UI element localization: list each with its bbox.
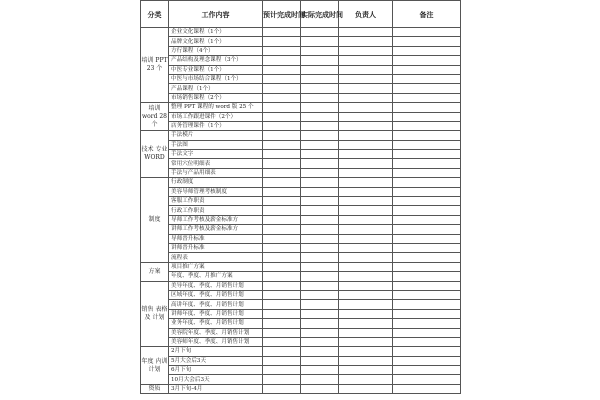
table-row <box>141 178 461 187</box>
planned-time-cell <box>263 347 301 356</box>
task-cell: 高讲年度、季度、月销售计划 <box>169 300 263 309</box>
owner-cell <box>339 206 393 215</box>
table-row <box>141 337 461 346</box>
actual-time-cell <box>301 121 339 130</box>
document-page <box>140 0 460 400</box>
task-cell: 手法模片 <box>169 131 263 140</box>
task-cell: 流程表 <box>169 253 263 262</box>
category-cell: 年度 内训 计划 <box>141 347 169 385</box>
table-row <box>141 253 461 262</box>
planned-time-cell <box>263 197 301 206</box>
notes-cell <box>393 168 461 177</box>
notes-cell <box>393 309 461 318</box>
notes-cell <box>393 356 461 365</box>
planned-time-cell <box>263 300 301 309</box>
planned-time-cell <box>263 93 301 102</box>
actual-time-cell <box>301 28 339 37</box>
owner-cell <box>339 187 393 196</box>
owner-cell <box>339 93 393 102</box>
task-cell: 市场销售课程（2个） <box>169 93 263 102</box>
actual-time-cell <box>301 74 339 83</box>
task-cell: 店务管理课件（1个） <box>169 121 263 130</box>
notes-cell <box>393 84 461 93</box>
owner-cell <box>339 84 393 93</box>
actual-time-cell <box>301 112 339 121</box>
task-cell: 项目推广方案 <box>169 262 263 271</box>
notes-cell <box>393 225 461 234</box>
owner-cell <box>339 131 393 140</box>
table-row <box>141 243 461 252</box>
planned-time-cell <box>263 74 301 83</box>
planned-time-cell <box>263 112 301 121</box>
category-cell: 技术 专业 WORD <box>141 131 169 178</box>
table-row <box>141 103 461 112</box>
notes-cell <box>393 159 461 168</box>
planned-time-cell <box>263 56 301 65</box>
planned-time-cell <box>263 159 301 168</box>
notes-cell <box>393 262 461 271</box>
owner-cell <box>339 309 393 318</box>
task-cell: 方行课程（4个） <box>169 46 263 55</box>
owner-cell <box>339 253 393 262</box>
notes-cell <box>393 300 461 309</box>
table-row <box>141 309 461 318</box>
planned-time-cell <box>263 243 301 252</box>
actual-time-cell <box>301 281 339 290</box>
actual-time-cell <box>301 197 339 206</box>
category-cell: 制度 <box>141 178 169 263</box>
notes-cell <box>393 131 461 140</box>
owner-cell <box>339 74 393 83</box>
task-cell: 区域年度、季度、月销售计划 <box>169 290 263 299</box>
table-row <box>141 112 461 121</box>
task-cell: 讲师年度、季度、月销售计划 <box>169 309 263 318</box>
actual-time-cell <box>301 56 339 65</box>
planned-time-cell <box>263 375 301 384</box>
notes-cell <box>393 46 461 55</box>
table-row <box>141 281 461 290</box>
table-row <box>141 131 461 140</box>
task-cell: 导师晋升标准 <box>169 234 263 243</box>
owner-cell <box>339 197 393 206</box>
table-row <box>141 366 461 375</box>
actual-time-cell <box>301 243 339 252</box>
planned-time-cell <box>263 309 301 318</box>
task-cell: 市场工作跟进课件（2个） <box>169 112 263 121</box>
table-row <box>141 234 461 243</box>
actual-time-cell <box>301 337 339 346</box>
notes-cell <box>393 243 461 252</box>
planned-time-cell <box>263 319 301 328</box>
category-cell: 方案 <box>141 262 169 281</box>
owner-cell <box>339 281 393 290</box>
owner-cell <box>339 319 393 328</box>
task-cell: 美导年度、季度、月销售计划 <box>169 281 263 290</box>
notes-cell <box>393 319 461 328</box>
owner-cell <box>339 356 393 365</box>
owner-cell <box>339 328 393 337</box>
notes-cell <box>393 272 461 281</box>
table-row <box>141 300 461 309</box>
actual-time-cell <box>301 187 339 196</box>
actual-time-cell <box>301 290 339 299</box>
task-cell: 讲师工作考核及薪金标准方 <box>169 225 263 234</box>
notes-cell <box>393 140 461 149</box>
actual-time-cell <box>301 103 339 112</box>
header-content: 工作内容 <box>169 1 263 28</box>
planned-time-cell <box>263 37 301 46</box>
task-cell: 手法与产品用细表 <box>169 168 263 177</box>
actual-time-cell <box>301 309 339 318</box>
planned-time-cell <box>263 131 301 140</box>
owner-cell <box>339 225 393 234</box>
notes-cell <box>393 178 461 187</box>
owner-cell <box>339 150 393 159</box>
planned-time-cell <box>263 103 301 112</box>
planned-time-cell <box>263 140 301 149</box>
planned-time-cell <box>263 384 301 393</box>
planned-time-cell <box>263 206 301 215</box>
planned-time-cell <box>263 366 301 375</box>
notes-cell <box>393 65 461 74</box>
planned-time-cell <box>263 121 301 130</box>
actual-time-cell <box>301 253 339 262</box>
notes-cell <box>393 347 461 356</box>
owner-cell <box>339 65 393 74</box>
table-row <box>141 197 461 206</box>
table-row <box>141 28 461 37</box>
owner-cell <box>339 290 393 299</box>
task-cell: 10月大会后3天 <box>169 375 263 384</box>
table-row <box>141 84 461 93</box>
table-row <box>141 65 461 74</box>
task-cell: 2月下旬 <box>169 347 263 356</box>
actual-time-cell <box>301 84 339 93</box>
task-cell: 常用穴位明细表 <box>169 159 263 168</box>
notes-cell <box>393 366 461 375</box>
header-row <box>141 1 461 28</box>
notes-cell <box>393 197 461 206</box>
header-actual-time: 实际完成时间 <box>301 1 339 28</box>
notes-cell <box>393 281 461 290</box>
table-row <box>141 262 461 271</box>
table-row <box>141 384 461 393</box>
planned-time-cell <box>263 28 301 37</box>
notes-cell <box>393 328 461 337</box>
table-row <box>141 140 461 149</box>
planned-time-cell <box>263 337 301 346</box>
task-cell: 美容院年度、季度、月销售计划 <box>169 328 263 337</box>
actual-time-cell <box>301 93 339 102</box>
planned-time-cell <box>263 150 301 159</box>
notes-cell <box>393 93 461 102</box>
notes-cell <box>393 375 461 384</box>
table-row <box>141 187 461 196</box>
actual-time-cell <box>301 300 339 309</box>
notes-cell <box>393 206 461 215</box>
table-row <box>141 319 461 328</box>
notes-cell <box>393 112 461 121</box>
header-owner: 负责人 <box>339 1 393 28</box>
planned-time-cell <box>263 65 301 74</box>
owner-cell <box>339 112 393 121</box>
actual-time-cell <box>301 375 339 384</box>
owner-cell <box>339 337 393 346</box>
header-notes: 备注 <box>393 1 461 28</box>
task-cell: 客服工作职责 <box>169 197 263 206</box>
actual-time-cell <box>301 225 339 234</box>
owner-cell <box>339 366 393 375</box>
table-row <box>141 206 461 215</box>
notes-cell <box>393 253 461 262</box>
owner-cell <box>339 178 393 187</box>
work-plan-table <box>140 0 461 394</box>
notes-cell <box>393 234 461 243</box>
actual-time-cell <box>301 37 339 46</box>
task-cell: 美容师年度、季度、月销售计划 <box>169 337 263 346</box>
task-cell: 品牌文化课程（1个） <box>169 37 263 46</box>
actual-time-cell <box>301 347 339 356</box>
task-cell: 年度、季度、月推广方案 <box>169 272 263 281</box>
notes-cell <box>393 103 461 112</box>
planned-time-cell <box>263 253 301 262</box>
notes-cell <box>393 337 461 346</box>
notes-cell <box>393 384 461 393</box>
actual-time-cell <box>301 328 339 337</box>
table-row <box>141 56 461 65</box>
task-cell: 整理 PPT 课程的 word 版 25 个 <box>169 103 263 112</box>
owner-cell <box>339 215 393 224</box>
table-row <box>141 150 461 159</box>
notes-cell <box>393 74 461 83</box>
owner-cell <box>339 375 393 384</box>
actual-time-cell <box>301 262 339 271</box>
owner-cell <box>339 56 393 65</box>
owner-cell <box>339 121 393 130</box>
actual-time-cell <box>301 65 339 74</box>
notes-cell <box>393 121 461 130</box>
table-row <box>141 375 461 384</box>
planned-time-cell <box>263 215 301 224</box>
task-cell: 行政制度 <box>169 178 263 187</box>
task-cell: 讲师晋升标准 <box>169 243 263 252</box>
table-row <box>141 225 461 234</box>
notes-cell <box>393 37 461 46</box>
planned-time-cell <box>263 262 301 271</box>
actual-time-cell <box>301 215 339 224</box>
planned-time-cell <box>263 84 301 93</box>
category-cell: 培训 word 28 个 <box>141 103 169 131</box>
actual-time-cell <box>301 140 339 149</box>
actual-time-cell <box>301 384 339 393</box>
notes-cell <box>393 150 461 159</box>
planned-time-cell <box>263 356 301 365</box>
table-row <box>141 37 461 46</box>
task-cell: 业务年度、季度、月销售计划 <box>169 319 263 328</box>
task-cell: 产品结构及理念课程（3个） <box>169 56 263 65</box>
task-cell: 手法图 <box>169 140 263 149</box>
owner-cell <box>339 300 393 309</box>
owner-cell <box>339 37 393 46</box>
owner-cell <box>339 243 393 252</box>
actual-time-cell <box>301 366 339 375</box>
notes-cell <box>393 187 461 196</box>
notes-cell <box>393 290 461 299</box>
owner-cell <box>339 28 393 37</box>
table-row <box>141 46 461 55</box>
notes-cell <box>393 56 461 65</box>
planned-time-cell <box>263 178 301 187</box>
table-row <box>141 74 461 83</box>
task-cell: 6月下旬 <box>169 366 263 375</box>
actual-time-cell <box>301 319 339 328</box>
table-row <box>141 121 461 130</box>
task-cell: 导师工作考核及薪金标准方 <box>169 215 263 224</box>
planned-time-cell <box>263 234 301 243</box>
task-cell: 5月大会后3天 <box>169 356 263 365</box>
task-cell: 3月下旬-4月 <box>169 384 263 393</box>
task-cell: 企业文化课程（1个） <box>169 28 263 37</box>
actual-time-cell <box>301 168 339 177</box>
task-cell: 中医与市场结合课程（1个） <box>169 74 263 83</box>
planned-time-cell <box>263 46 301 55</box>
owner-cell <box>339 272 393 281</box>
planned-time-cell <box>263 281 301 290</box>
owner-cell <box>339 234 393 243</box>
table-row <box>141 347 461 356</box>
header-planned-time: 预计完成时间 <box>263 1 301 28</box>
owner-cell <box>339 140 393 149</box>
owner-cell <box>339 262 393 271</box>
header-category: 分类 <box>141 1 169 28</box>
planned-time-cell <box>263 290 301 299</box>
category-cell: 销售 表格及 计划 <box>141 281 169 347</box>
table-row <box>141 168 461 177</box>
owner-cell <box>339 347 393 356</box>
actual-time-cell <box>301 131 339 140</box>
owner-cell <box>339 384 393 393</box>
actual-time-cell <box>301 206 339 215</box>
actual-time-cell <box>301 234 339 243</box>
owner-cell <box>339 46 393 55</box>
actual-time-cell <box>301 178 339 187</box>
task-cell: 手法文字 <box>169 150 263 159</box>
table-row <box>141 93 461 102</box>
task-cell: 美容导师管理考核制度 <box>169 187 263 196</box>
table-row <box>141 215 461 224</box>
table-body <box>141 28 461 394</box>
category-cell: 培训 PPT 23 个 <box>141 28 169 103</box>
owner-cell <box>339 103 393 112</box>
planned-time-cell <box>263 187 301 196</box>
task-cell: 行政工作职责 <box>169 206 263 215</box>
actual-time-cell <box>301 159 339 168</box>
table-row <box>141 159 461 168</box>
task-cell: 产品课程（1个） <box>169 84 263 93</box>
actual-time-cell <box>301 150 339 159</box>
planned-time-cell <box>263 168 301 177</box>
table-row <box>141 290 461 299</box>
table-row <box>141 328 461 337</box>
owner-cell <box>339 159 393 168</box>
table-row <box>141 272 461 281</box>
owner-cell <box>339 168 393 177</box>
category-cell: 资质 <box>141 384 169 393</box>
planned-time-cell <box>263 328 301 337</box>
actual-time-cell <box>301 46 339 55</box>
actual-time-cell <box>301 356 339 365</box>
notes-cell <box>393 215 461 224</box>
planned-time-cell <box>263 272 301 281</box>
planned-time-cell <box>263 225 301 234</box>
actual-time-cell <box>301 272 339 281</box>
table-row <box>141 356 461 365</box>
notes-cell <box>393 28 461 37</box>
task-cell: 中医专业课程（1个） <box>169 65 263 74</box>
